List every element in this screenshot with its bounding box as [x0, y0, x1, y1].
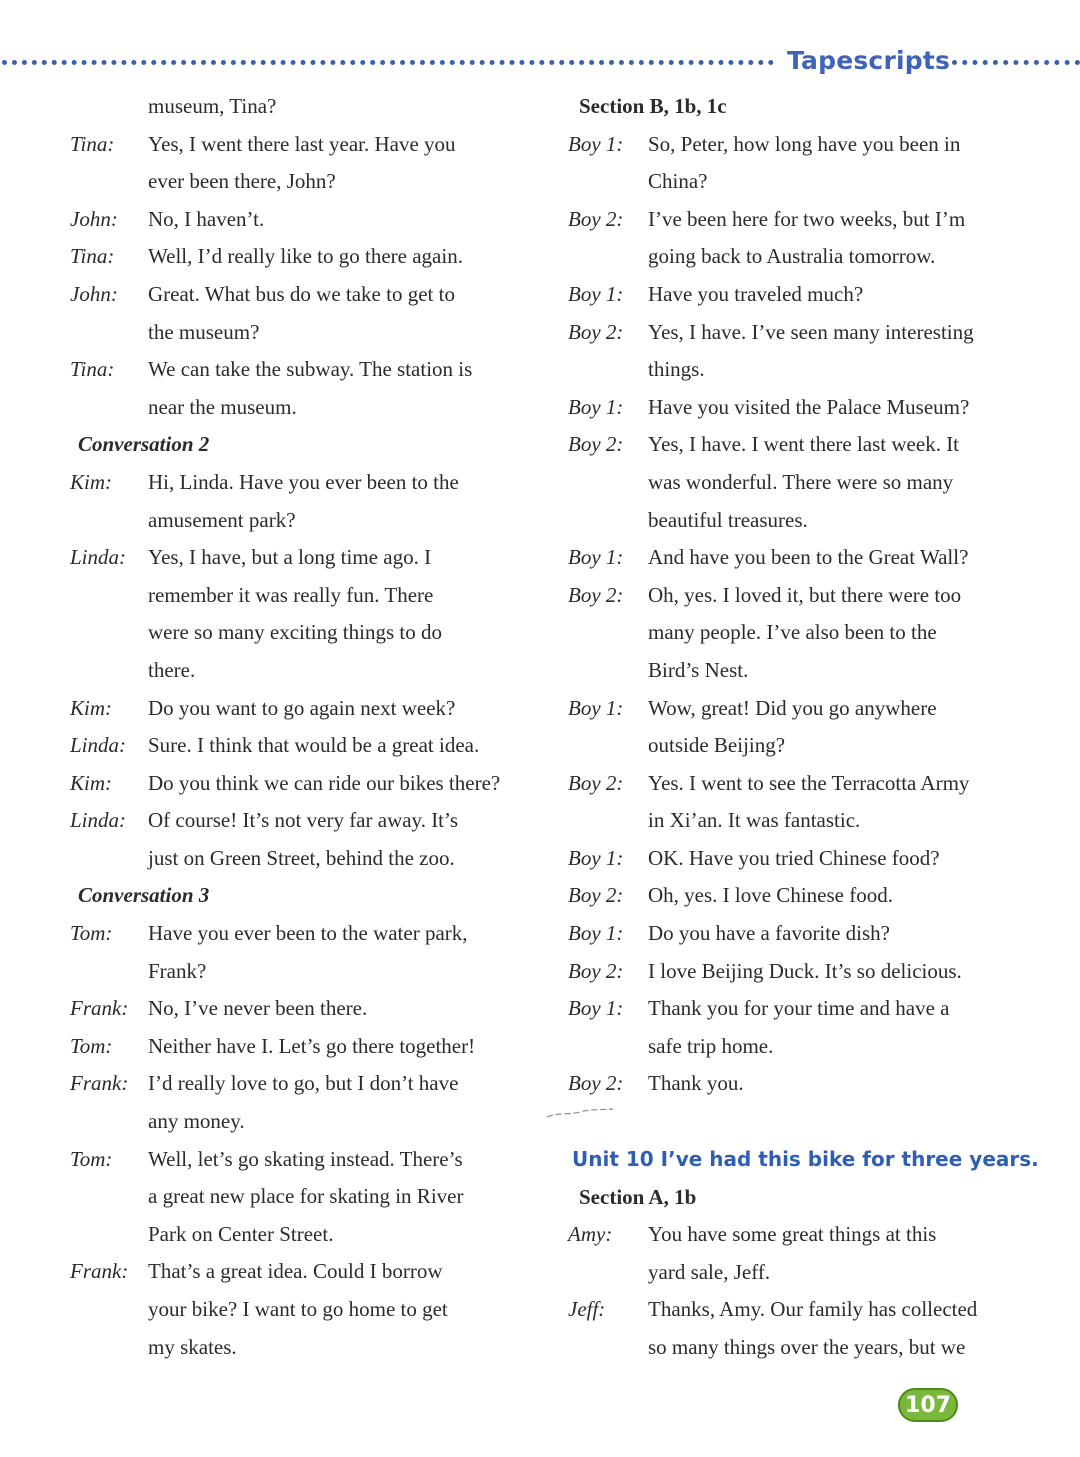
- dialogue-text: in Xi’an. It was fantastic.: [648, 808, 861, 833]
- dialogue-text: my skates.: [148, 1334, 237, 1359]
- speaker-label: Boy 1:: [568, 131, 624, 156]
- dialogue-line: [568, 1329, 1038, 1367]
- dialogue-text: Yes. I went to see the Terracotta Army: [648, 770, 970, 795]
- dialogue-text: yard sale, Jeff.: [648, 1259, 771, 1284]
- dialogue-line: [70, 1103, 550, 1141]
- dialogue-line: [70, 1028, 550, 1066]
- speaker-label: Frank:: [70, 1259, 129, 1284]
- dialogue-text: outside Beijing?: [648, 733, 786, 758]
- dialogue-line: [568, 238, 1038, 276]
- dialogue-line: [70, 163, 550, 201]
- dialogue-line: [568, 201, 1038, 239]
- dialogue-line: [568, 314, 1038, 352]
- dialogue-text: remember it was really fun. There: [148, 582, 434, 607]
- dialogue-line: [568, 990, 1038, 1028]
- dialogue-line: [568, 276, 1038, 314]
- dialogue-text: No, I’ve never been there.: [148, 996, 368, 1021]
- dialogue-text: Great. What bus do we take to get to: [148, 281, 455, 306]
- speaker-label: Boy 2:: [568, 432, 624, 457]
- dialogue-text: your bike? I want to go home to get: [148, 1297, 448, 1321]
- speaker-label: Boy 2:: [568, 582, 624, 607]
- page-header: [0, 44, 1080, 80]
- conversation-heading: [70, 426, 550, 464]
- dialogue-text: beautiful treasures.: [648, 507, 808, 532]
- dialogue-line: [70, 1216, 550, 1254]
- speaker-label: Tom:: [70, 1033, 113, 1058]
- speaker-label: Linda:: [70, 808, 127, 833]
- dialogue-text: museum, Tina?: [148, 94, 277, 118]
- pencil-mark-icon: [545, 1106, 615, 1120]
- dialogue-text: Do you want to go again next week?: [148, 695, 456, 720]
- speaker-label: Kim:: [70, 695, 112, 720]
- dialogue-line: [568, 765, 1038, 803]
- dialogue-line: [70, 1329, 550, 1367]
- speaker-label: Kim:: [70, 469, 112, 494]
- speaker-label: Boy 2:: [568, 319, 624, 344]
- section-heading: [568, 88, 1038, 126]
- dialogue-text: Hi, Linda. Have you ever been to the: [148, 469, 459, 494]
- dialogue-text: the museum?: [148, 319, 260, 344]
- dialogue-text: safe trip home.: [648, 1033, 774, 1058]
- unit-heading: [568, 1141, 1038, 1179]
- dialogue-text: Well, I’d really like to go there again.: [148, 244, 463, 269]
- dialogue-text: I’d really love to go, but I don’t have: [148, 1071, 459, 1096]
- dialogue-text: Sure. I think that would be a great idea.: [148, 733, 480, 758]
- dialogue-text: Yes, I have. I went there last week. It: [648, 432, 960, 457]
- speaker-label: Tina:: [70, 357, 115, 382]
- dialogue-line: [70, 1141, 550, 1179]
- dialogue-line: [568, 1291, 1038, 1329]
- dialogue-line: [70, 88, 550, 126]
- dialogue-text: Park on Center Street.: [148, 1221, 334, 1246]
- speaker-label: Boy 1:: [568, 996, 624, 1021]
- dialogue-text: OK. Have you tried Chinese food?: [648, 845, 940, 870]
- dialogue-line: [70, 614, 550, 652]
- header-dotted-rule-left: [2, 60, 774, 65]
- dialogue-text: China?: [648, 169, 708, 194]
- dialogue-line: [568, 351, 1038, 389]
- dialogue-text: Neither have I. Let’s go there together!: [148, 1033, 476, 1058]
- dialogue-line: [70, 990, 550, 1028]
- speaker-label: Boy 1:: [568, 845, 624, 870]
- dialogue-line: [568, 464, 1038, 502]
- dialogue-line: [568, 1065, 1038, 1103]
- dialogue-line: [70, 1291, 550, 1329]
- dialogue-text: Thanks, Amy. Our family has collected: [648, 1297, 978, 1322]
- speaker-label: Linda:: [70, 545, 127, 570]
- dialogue-line: [70, 126, 550, 164]
- dialogue-text: any money.: [148, 1109, 245, 1134]
- dialogue-text: And have you been to the Great Wall?: [648, 545, 969, 570]
- speaker-label: Linda:: [70, 733, 127, 758]
- heading-text: Unit 10 I’ve had this bike for three years.: [572, 1147, 1039, 1172]
- speaker-label: John:: [70, 281, 118, 306]
- dialogue-text: Well, let’s go skating instead. There’s: [148, 1146, 463, 1171]
- spacer: [568, 1103, 1038, 1141]
- dialogue-line: [70, 690, 550, 728]
- dialogue-line: [70, 238, 550, 276]
- speaker-label: Boy 1:: [568, 281, 624, 306]
- dialogue-text: were so many exciting things to do: [148, 620, 442, 645]
- header-title: Tapescripts: [787, 46, 951, 75]
- speaker-label: Tom:: [70, 1146, 113, 1171]
- speaker-label: Boy 2:: [568, 958, 624, 983]
- dialogue-line: [568, 539, 1038, 577]
- dialogue-line: [70, 915, 550, 953]
- speaker-label: Boy 2:: [568, 883, 624, 908]
- dialogue-line: [70, 314, 550, 352]
- page-number: 107: [905, 1392, 951, 1418]
- dialogue-line: [70, 1253, 550, 1291]
- dialogue-line: [568, 1028, 1038, 1066]
- dialogue-text: We can take the subway. The station is: [148, 357, 473, 382]
- dialogue-line: [568, 426, 1038, 464]
- dialogue-text: amusement park?: [148, 507, 296, 532]
- dialogue-text: Bird’s Nest.: [648, 657, 749, 682]
- speaker-label: Frank:: [70, 1071, 129, 1096]
- dialogue-line: [568, 953, 1038, 991]
- heading-text: Section A, 1b: [579, 1184, 697, 1209]
- dialogue-text: there.: [148, 657, 196, 682]
- dialogue-text: Of course! It’s not very far away. It’s: [148, 808, 459, 833]
- speaker-label: Frank:: [70, 996, 129, 1021]
- dialogue-line: [70, 802, 550, 840]
- dialogue-line: [70, 389, 550, 427]
- dialogue-line: [568, 877, 1038, 915]
- dialogue-text: Have you ever been to the water park,: [148, 921, 468, 946]
- speaker-label: Boy 2:: [568, 1071, 624, 1096]
- dialogue-text: Yes, I have, but a long time ago. I: [148, 545, 432, 570]
- dialogue-line: [568, 802, 1038, 840]
- dialogue-text: No, I haven’t.: [148, 206, 265, 231]
- speaker-label: Boy 1:: [568, 695, 624, 720]
- dialogue-text: Have you traveled much?: [648, 281, 864, 306]
- dialogue-text: Do you think we can ride our bikes there?: [148, 770, 501, 795]
- speaker-label: Tina:: [70, 131, 115, 156]
- dialogue-line: [70, 1065, 550, 1103]
- speaker-label: Jeff:: [568, 1297, 606, 1322]
- dialogue-line: [70, 276, 550, 314]
- dialogue-text: things.: [648, 357, 705, 382]
- dialogue-line: [70, 502, 550, 540]
- dialogue-text: Yes, I went there last year. Have you: [148, 131, 456, 156]
- dialogue-line: [568, 614, 1038, 652]
- speaker-label: Kim:: [70, 770, 112, 795]
- dialogue-text: That’s a great idea. Could I borrow: [148, 1259, 443, 1284]
- dialogue-text: was wonderful. There were so many: [648, 469, 954, 494]
- left-column: [70, 88, 550, 1366]
- dialogue-text: so many things over the years, but we: [648, 1335, 966, 1359]
- dialogue-text: Do you have a favorite dish?: [648, 921, 891, 946]
- dialogue-line: [70, 953, 550, 991]
- dialogue-line: [70, 765, 550, 803]
- dialogue-text: So, Peter, how long have you been in: [648, 131, 961, 156]
- dialogue-line: [568, 915, 1038, 953]
- speaker-label: Tina:: [70, 244, 115, 269]
- dialogue-text: a great new place for skating in River: [148, 1184, 464, 1209]
- dialogue-text: going back to Australia tomorrow.: [648, 244, 936, 269]
- dialogue-line: [70, 727, 550, 765]
- speaker-label: Boy 1:: [568, 545, 624, 570]
- dialogue-text: Have you visited the Palace Museum?: [648, 394, 970, 419]
- speaker-label: Boy 2:: [568, 770, 624, 795]
- section-heading: [568, 1179, 1038, 1217]
- speaker-label: Amy:: [568, 1222, 613, 1247]
- heading-text: Section B, 1b, 1c: [579, 94, 727, 118]
- dialogue-text: Oh, yes. I love Chinese food.: [648, 883, 893, 908]
- dialogue-line: [70, 840, 550, 878]
- dialogue-text: Wow, great! Did you go anywhere: [648, 695, 937, 720]
- heading-text: Conversation 3: [78, 883, 210, 908]
- dialogue-text: I love Beijing Duck. It’s so delicious.: [648, 958, 962, 983]
- right-column: [568, 88, 1038, 1367]
- dialogue-text: Oh, yes. I loved it, but there were too: [648, 582, 962, 607]
- dialogue-text: I’ve been here for two weeks, but I’m: [648, 206, 966, 231]
- dialogue-line: [70, 201, 550, 239]
- dialogue-line: [70, 464, 550, 502]
- dialogue-line: [70, 577, 550, 615]
- dialogue-text: Thank you for your time and have a: [648, 996, 950, 1021]
- speaker-label: Boy 1:: [568, 921, 624, 946]
- dialogue-text: You have some great things at this: [648, 1222, 937, 1247]
- speaker-label: Boy 1:: [568, 394, 624, 419]
- speaker-label: Boy 2:: [568, 206, 624, 231]
- dialogue-line: [568, 690, 1038, 728]
- dialogue-line: [568, 163, 1038, 201]
- dialogue-text: near the museum.: [148, 394, 297, 419]
- dialogue-line: [568, 577, 1038, 615]
- dialogue-text: ever been there, John?: [148, 169, 336, 194]
- dialogue-line: [568, 1254, 1038, 1292]
- dialogue-line: [568, 389, 1038, 427]
- speaker-label: John:: [70, 206, 118, 231]
- header-dotted-rule-right: [952, 60, 1080, 65]
- page-number-badge: [898, 1388, 958, 1422]
- dialogue-line: [70, 539, 550, 577]
- dialogue-line: [70, 1178, 550, 1216]
- dialogue-text: Frank?: [148, 958, 207, 983]
- heading-text: Conversation 2: [78, 432, 210, 457]
- conversation-heading: [70, 877, 550, 915]
- dialogue-line: [568, 840, 1038, 878]
- dialogue-text: Thank you.: [648, 1071, 744, 1096]
- dialogue-line: [70, 652, 550, 690]
- dialogue-text: just on Green Street, behind the zoo.: [148, 845, 455, 870]
- dialogue-line: [568, 126, 1038, 164]
- dialogue-line: [568, 502, 1038, 540]
- dialogue-text: Yes, I have. I’ve seen many interesting: [648, 319, 974, 344]
- dialogue-line: [70, 351, 550, 389]
- speaker-label: Tom:: [70, 921, 113, 946]
- dialogue-line: [568, 652, 1038, 690]
- dialogue-text: many people. I’ve also been to the: [648, 620, 937, 645]
- dialogue-line: [568, 727, 1038, 765]
- dialogue-line: [568, 1216, 1038, 1254]
